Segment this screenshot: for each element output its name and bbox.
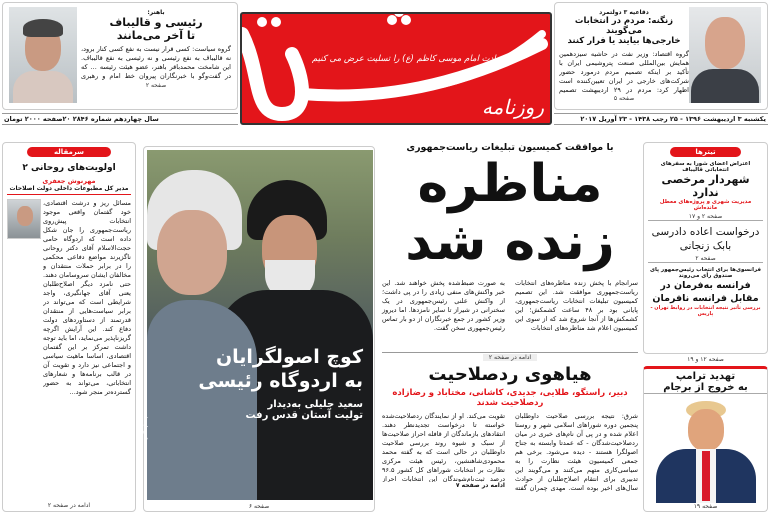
portrait-zanganeh [689,7,761,103]
teaser-body: گروه اقتصاد: وزیر نفت در حاشیه سیزدهمین همایش بین‌المللی صنعت پتروشیمی ایران با تأکید بر اینکه تصمیم مردم درمورد حضور شرکت‌های خارجی در ایران تعیین‌کننده است اظهار کرد: مردم در ۲۹ اردیبهشت تصمیم [559,50,689,94]
briefs-kicker: تیترها [670,147,741,157]
second-story[interactable] [382,364,638,492]
teaser-title: زنگنه: مردم در انتخابات می‌گویند [574,16,674,36]
editorial-body: مسائل ریز و درشت اقتصادی، خود گفتمان واقعی موجود انتخابات پیش‌روی ریاست‌جمهوری را جان شکل داده است که اردوگاه حامی حجت‌الاسلام آقای دکتر روحانی ناگزیرند مواضع دفاعی محکمی را در برابر حملات منتقدان و مخالفان ایشان سرو‌سامان دهند. حتی نامزد دیگر اصلاح‌طلبان یعنی آقای جهانگیری، واجد شرایطی است که می‌تواند در برابر سیاست‌هایی از منتقدان قدرتمند از دستاوردهای دولت دفاع کند. این آرایش اگرچه گریزناپذیر می‌نماید، اما باید توجه داشت تمرکز بر این گفتمان اقتصادی، اساسا ماهیت سیاسی و اجتماعی نیز دارد و تقویت آن در قالب برنامه‌ها و شعارهای انتخاباتی، می‌تواند به حضور گسترده‌تر منجر شود... [43,199,131,396]
masthead-logo[interactable] [240,12,552,125]
trump-photo [652,399,760,503]
teaser-body: گروه سیاست: کسی قرار نیست به نفع کسی کنار برود، نه قالیباف به نفع رئیسی و نه رئیسی به نفع قالیباف. این شامخت محمدباقر باهنر، عضو هیئت رئیسه ... که در گفت‌وگو با خبرنگاران پیروان خط امام و رهبری [81,45,231,80]
left-teaser[interactable] [2,2,238,110]
issue-info: سال چهاردهم شماره ۲۸۴۶ ۲۰صفحه ۲۰۰۰ تومان [2,113,238,125]
photo-story[interactable] [143,146,375,512]
editorial-kicker: سرمقاله [27,147,111,157]
teaser-kicker: دقاعیه ۳ دولتمرد [599,9,649,16]
masthead-slogan: شهادت امام موسی کاظم (ع) را تسلیت عرض می کنیم [312,54,508,64]
lead-story[interactable] [382,142,638,333]
editorial-title: اولویت‌های روحانی ۲ [22,163,116,173]
second-title: هیاهوی ردصلاحیت [428,364,592,385]
lead-body-left: به صورت ضبط‌شده پخش خواهند شد. این خبر واکنش‌های منفی زیادی را در پی داشت؛ از واکنش علنی رئیس‌جمهوری در یک سخنرانی در شیراز تا سایر نامزدها. اما دیروز وزیر کشور در جمع خبرنگاران از دو بار تماس رئیس‌جمهوری سخن گفت. [382,279,505,332]
brief-pre: فرانسوی‌ها برای انتخاب رئیس‌جمهور پای صندوق رأی می‌روند [649,267,762,279]
photo-story-sub: تولیت آستان قدس رفت [245,410,363,421]
continue-link[interactable]: ادامه در صفحه ۲ [47,502,91,509]
masthead-sub: روزنامه [481,95,544,119]
lead-body-right: سرانجام با پخش زنده مناظره‌های انتخابات ریاست‌جمهوری موافقت شد. این تصمیم کمیسیون تبلیغات انتخابات ریاست‌جمهوری، پایانی بود بر ۴۸ ساعت کشمکش؛ این کشمکش‌ها از آنجا شروع شد که از سوی این کمیسیون اعلام شد مناظره‌های انتخابات [515,279,638,332]
brief-title: شهردار مرخصی ندارد [661,173,750,199]
author-photo [7,199,41,239]
editorial-author-role: مدیر کل مطبوعات داخلی دولت اصلاحات [7,185,131,195]
brief-item[interactable] [648,225,763,263]
photo-story-title: به اردوگاه رئیسی [198,370,363,392]
page-ref[interactable]: صفحه ۱۲ و ۱۹ [687,356,724,363]
brief-item[interactable] [648,161,763,221]
editorial-author: مهرنوش جعفری [42,177,96,185]
trump-title: به خروج از برجام [644,382,767,394]
brief-sub: مدیریت شهری و پروژه‌های معطل مانده‌اش [659,199,752,211]
right-teaser[interactable] [554,2,768,110]
photo-story-sub: سعید جلیلی به‌دیدار [267,399,363,410]
photo-raisi-jalili [147,150,373,500]
page-ref[interactable]: صفحه ۵ [613,95,635,102]
second-sub: دبیر، راستگو، طلایی، جدیدی، کاشانی، مختاباد و رضازاده [392,388,628,398]
portrait-bahonar [9,7,77,103]
trump-title: تهدید ترامپ [675,371,736,382]
page-ref[interactable]: صفحه ۱۹ [693,503,718,510]
continue-link[interactable] [382,352,638,361]
second-body-left: تقویت می‌کند. او از نمایندگان ردصلاحیت‌شده خواسته تا درخواست تجدیدنظر دهند. انتقادهای بازماندگان از قافله احراز صلاحیت‌ها از سبک و شیوه روند بررسی صلاحیت داوطلبان در حالی است که به گفته محمد محمودی‌شاهنشین، رئیس هیئت مرکزی نظارت بر انتخابات شوراهای کل کشور ۹۶.۵ درصد ثبت‌نام‌شوندگان این انتخابات احراز [382,412,505,482]
photo-credit: عکس: ایسنا [142,417,148,443]
second-sub: ردصلاحیت شدند [476,398,544,408]
issue-date: یکشنبه ۳ اردیبهشت ۱۳۹۶ - ۲۵ رجب ۱۴۳۸ - ۲۳ آوریل ۲۰۱۷ [554,113,768,125]
brief-pre: اعتراض اعضای شورا به سفرهای انتخاباتی قالیباف [660,161,751,173]
continue-link[interactable]: ادامه در صفحه ۷ [455,482,505,489]
teaser-title: رئیسی و قالیباف [109,16,203,29]
lead-title: مناظره [417,154,603,214]
page-ref[interactable]: صفحه ۲ [648,255,763,263]
teaser-title: تا آخر می‌مانند [116,29,196,42]
trump-story[interactable] [643,366,768,512]
continue-label: ادامه در صفحه ۲ [483,354,537,361]
page-ref[interactable]: صفحه ۲ و ۱۷ [648,213,763,221]
brief-sub: بررسی تأثیر نتیجه انتخابات در روابط تهران - پاریس [650,305,761,317]
photo-story-title: کوچ اصولگرایان [215,346,363,368]
brief-title: فرانسه به‌فرمان در مقابل فرانسه نافرمان [652,280,759,304]
brief-item[interactable] [648,267,763,317]
lead-title: زنده شد [405,212,615,272]
second-body-right: شرق: نتیجه بررسی صلاحیت داوطلبان پنجمین دوره شوراهای اسلامی شهر و روستا اعلام شده و در پی آن نام‌های خبری در میان ردصلاحیت‌شدگان - که عمدتا وابسته به جناح اصولگرا هستند - دیده می‌شود. برخی هم جمعی کمیسیون هیئت نظارت را به سیاسی‌کاری متهم می‌کنند و می‌گویند این تدبیری برای انتقام اصلاح‌طلبان از حوادث سال‌های اخیر بوده است. مهدی چمران گفته [515,412,638,492]
editorial[interactable] [2,142,136,512]
page-ref[interactable]: صفحه ۶ [248,503,270,510]
teaser-kicker: باهنر: [147,9,165,16]
page-ref[interactable]: صفحه ۲ [145,82,167,89]
brief-title: درخواست اعاده دادرسی بابک زنجانی [651,226,760,252]
teaser-title: خارجی‌ها بیایند یا فرار کنند [567,36,681,46]
lead-kicker: با موافقت کمیسیون تبلیغات ریاست‌جمهوری [406,142,614,153]
briefs [643,142,768,354]
